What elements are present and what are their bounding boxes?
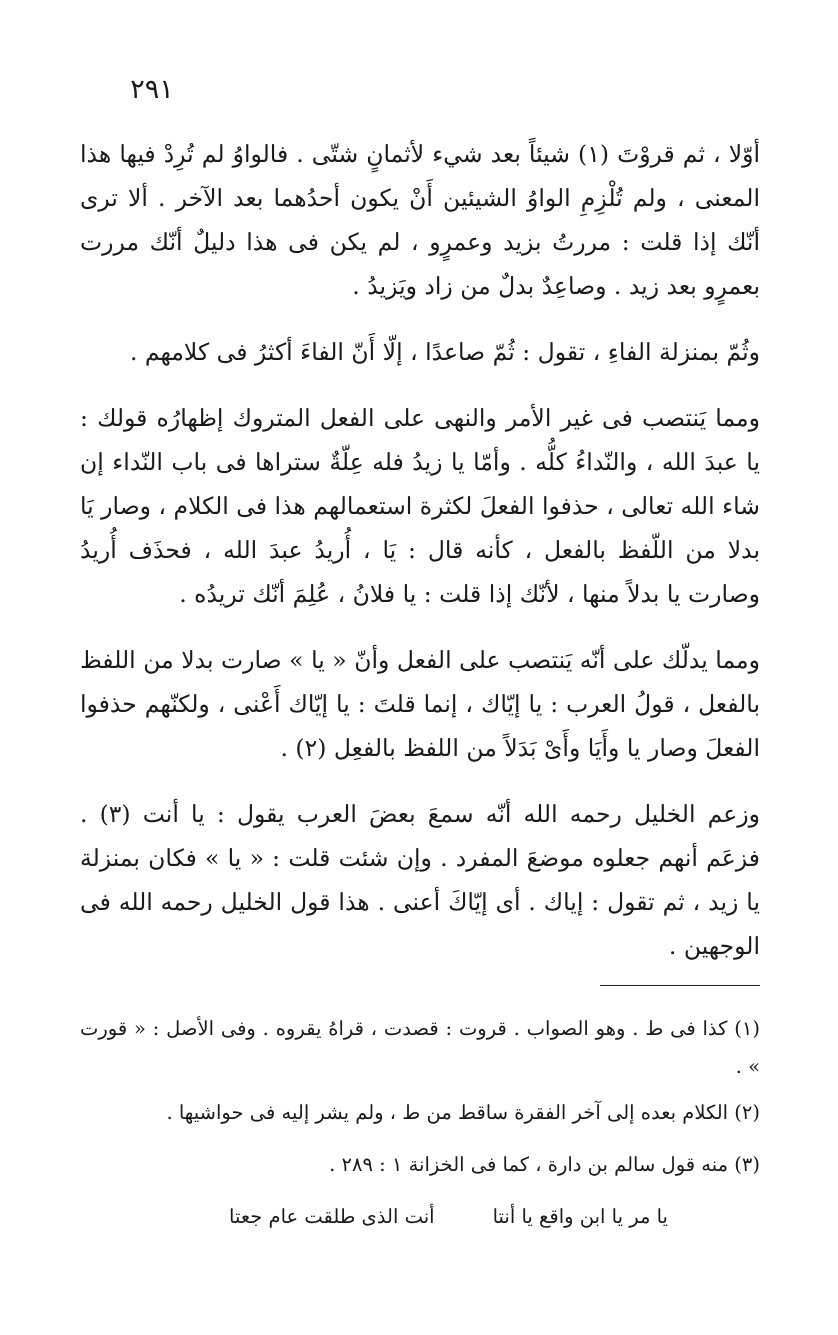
paragraph-3: ومما يَنتصب فى غير الأمر والنهى على الفعل المتروك إظهارُه قولك : يا عبدَ الله ، والنّداءُ كلُّه . وأمّا يا زيدُ فله عِلّةٌ ستراها فى باب النّداء إن شاء الله تعالى ، حذفوا الفعلَ لكثرة استعمالهم هذا فى الكلام ، وصار يَا بدلا من اللّفظ بالفعل ، كأنه قال : يَا ، أُريدُ عبدَ الله ، فحذَف أُريدُ وصارت يا بدلاً منها ، لأنّك إذا قلت : يا فلانُ ، عُلِمَ أنّك تريدُه .: [80, 404, 760, 608]
paragraph-4: ومما يدلّك على أنّه يَنتصب على الفعل وأنّ « يا » صارت بدلا من اللفظ بالفعل ، قولُ العرب : يا إيّاك ، إنما قلتَ : يا إيّاك أَعْنى ، ولكنّهم حذفوا الفعلَ وصار يا وأَيَا وأَىْ بَدَلاً من اللفظ بالفعِل (٢) .: [80, 646, 760, 762]
paragraph-1: أوّلا ، ثم قروْتَ (١) شيئاً بعد شيء لأثمانٍ شتّى . فالواوُ لم تُرِدْ فيها هذا المعنى ، ولم تُلْزِمِ الواوُ الشيئين أَنْ يكون أحدُهما بعد الآخر . ألا ترى أنّك إذا قلت : مررتُ بزيد وعمرٍو ، لم يكن فى هذا دليلٌ أنّك مررت بعمرٍو بعد زيد . وصاعِدٌ بدلٌ من زاد ويَزيدُ .: [80, 140, 760, 300]
paragraph-2: وثُمّ بمنزلة الفاءِ ، تقول : ثُمّ صاعدًا ، إلّا أَنّ الفاءَ أكثرُ فى كلامهم .: [129, 338, 760, 366]
footnote-divider: [600, 985, 760, 986]
verse-hemistich-2: أنت الذى طلقت عام جعتا: [229, 1205, 435, 1228]
footnote-3: (٣) منه قول سالم بن دارة ، كما فى الخزانة ١ : ٢٨٩ .: [329, 1153, 760, 1176]
verse-line: [80, 1198, 760, 1236]
paragraph-5: وزعم الخليل رحمه الله أنّه سمعَ بعضَ العرب يقول : يا أنت (٣) . فزعَم أنهم جعلوه موضعَ المفرد . وإن شئت قلت : « يا » فكان بمنزلة يا زيد ، ثم تقول : إياك . أى إيّاكَ أعنى . هذا قول الخليل رحمه الله فى الوجهين .: [80, 800, 761, 960]
page-number: ٢٩١: [130, 74, 174, 105]
footnotes: [80, 1010, 760, 1236]
footnote-1: (١) كذا فى ط . وهو الصواب . قروت : قصدت ، قراهُ يقروه . وفى الأصل : « قورت » .: [80, 1017, 760, 1078]
main-text: [80, 132, 760, 990]
footnote-2: (٢) الكلام بعده إلى آخر الفقرة ساقط من ط ، ولم يشر إليه فى حواشيها .: [166, 1101, 760, 1124]
verse-hemistich-1: يا مر يا ابن واقع يا أنتا: [492, 1205, 668, 1228]
